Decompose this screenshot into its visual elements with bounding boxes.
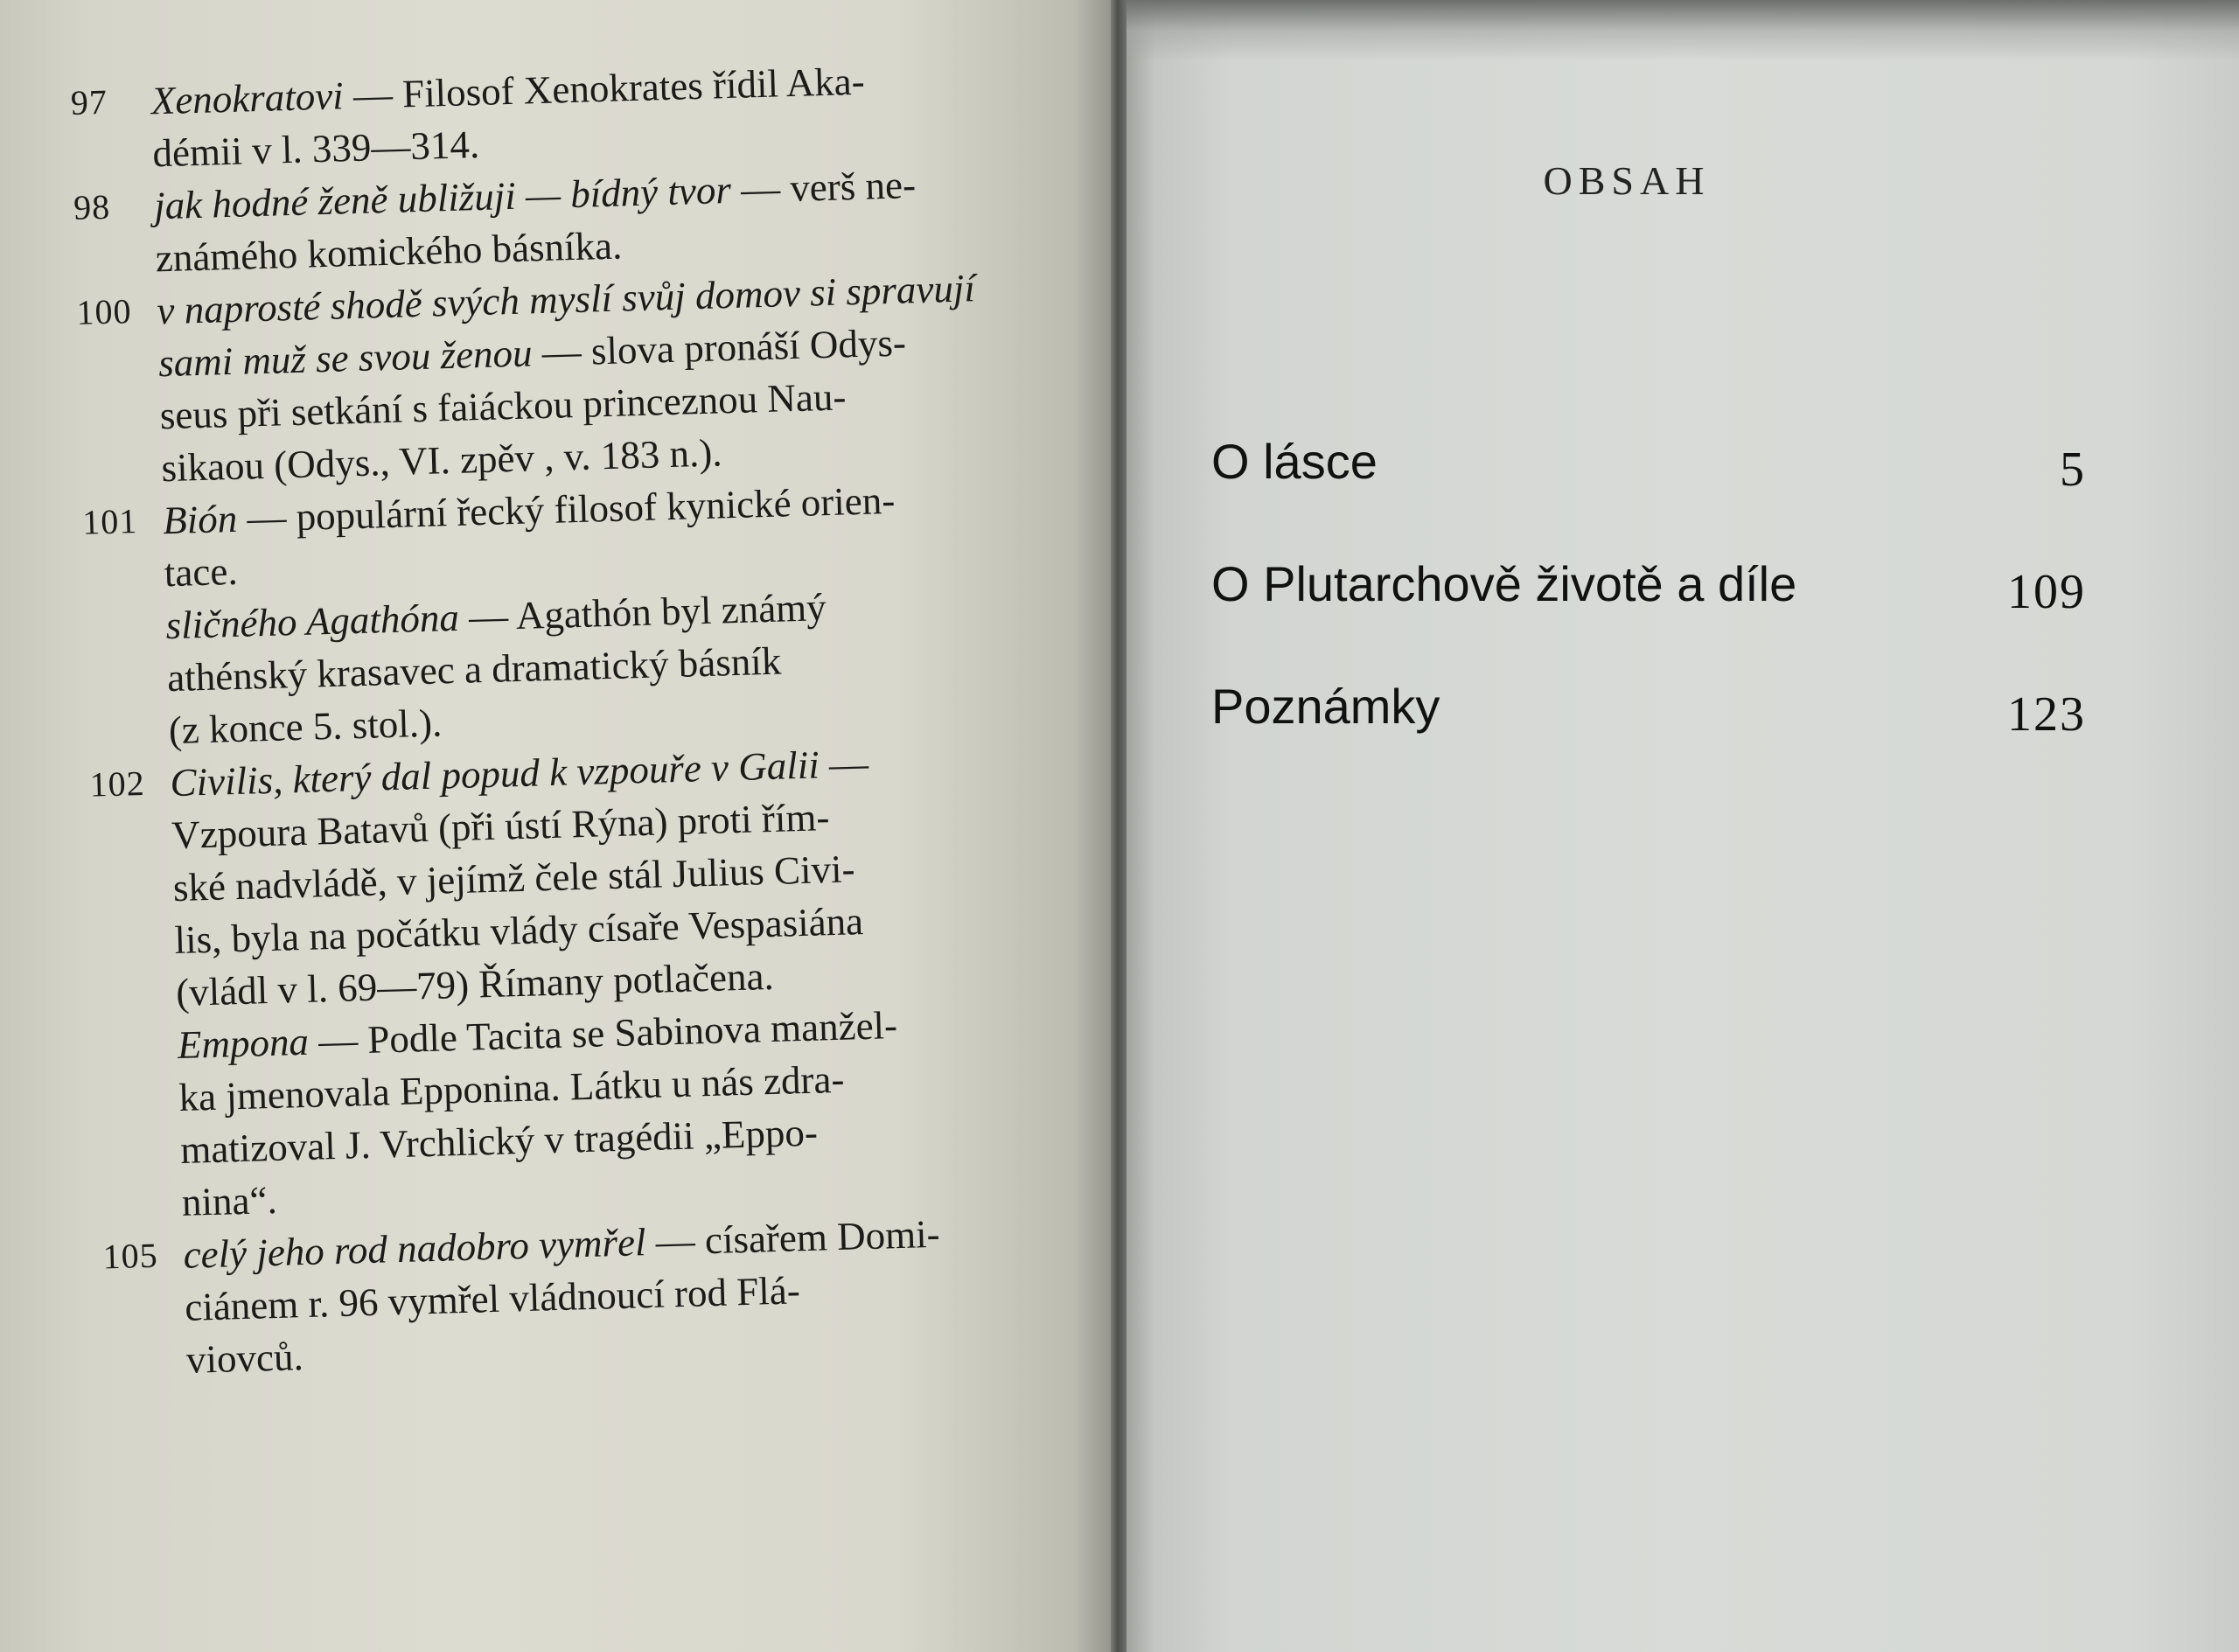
contents-entry-page: 123 bbox=[2007, 687, 2086, 742]
note-text: sikaou (Odys., VI. zpěv , v. 183 n.). bbox=[160, 430, 723, 491]
note-term: Civilis, který dal popud k vzpouře v Galii bbox=[169, 742, 820, 805]
contents-page bbox=[1121, 0, 2239, 1652]
note-number: 105 bbox=[102, 1235, 159, 1277]
contents-list bbox=[1211, 433, 2086, 800]
note-number: 102 bbox=[88, 763, 146, 805]
note-text: — bbox=[818, 741, 869, 787]
contents-entry bbox=[1211, 678, 2086, 800]
note-entry bbox=[102, 1204, 1060, 1388]
note-term: Bión bbox=[162, 496, 238, 543]
note-text: (vládl v l. 69—79) Římany potlačena. bbox=[175, 953, 775, 1015]
notes-page bbox=[0, 0, 1118, 1652]
contents-entry-page: 5 bbox=[2060, 443, 2086, 497]
note-entry bbox=[81, 470, 1042, 758]
note-entry bbox=[89, 732, 1056, 1230]
contents-entry bbox=[1211, 433, 2086, 555]
note-term: sličného Agathóna bbox=[164, 595, 460, 648]
contents-entry-label: Poznámky bbox=[1211, 679, 1440, 734]
note-text: viovců. bbox=[185, 1335, 304, 1382]
note-text: (z konce 5. stol.). bbox=[168, 701, 443, 753]
note-text: — Filosof Xenokrates řídil Aka- bbox=[342, 59, 866, 118]
note-text: tace. bbox=[164, 548, 239, 596]
note-text: démii v l. 339—314. bbox=[151, 122, 480, 176]
note-text: lis, byla na počátku vlády císaře Vespasiána bbox=[173, 899, 864, 963]
contents-entry-page: 109 bbox=[2007, 565, 2086, 619]
contents-title: OBSAH bbox=[1543, 158, 1711, 203]
note-text: — populární řecký filosof kynické orien- bbox=[236, 477, 896, 540]
note-text: — císařem Domi- bbox=[645, 1211, 941, 1265]
note-term: jak hodné ženě ubližuji — bídný tvor bbox=[153, 167, 732, 228]
note-number: 98 bbox=[73, 186, 111, 227]
note-term: v naprosté shodě svých myslí svůj domov si spravují bbox=[156, 266, 976, 333]
contents-entry bbox=[1211, 555, 2086, 678]
contents-entry-label: O lásce bbox=[1211, 434, 1378, 489]
note-text: známého komického básníka. bbox=[155, 223, 623, 281]
notes-list bbox=[70, 51, 1059, 1389]
note-text: nina“. bbox=[181, 1177, 278, 1224]
note-number: 101 bbox=[81, 501, 138, 542]
note-term: sami muž se svou ženou bbox=[157, 331, 534, 386]
note-entry bbox=[76, 260, 1035, 496]
note-text: — Podle Tacita se Sabinova manžel- bbox=[308, 1003, 898, 1063]
note-term: Xenokratovi bbox=[150, 73, 345, 123]
note-text: — slova pronáší Odys- bbox=[531, 320, 907, 375]
note-text: Vzpoura Batavů (při ústí Rýna) proti řím- bbox=[171, 795, 830, 858]
note-term: celý jeho rod nadobro vymřel bbox=[182, 1220, 647, 1277]
note-number: 97 bbox=[70, 81, 108, 122]
note-term: Empona bbox=[177, 1019, 310, 1067]
note-text: — verš ne- bbox=[730, 163, 917, 212]
book-gutter bbox=[1111, 0, 1126, 1652]
note-text: matizoval J. Vrchlický v tragédii „Eppo- bbox=[179, 1110, 819, 1172]
note-text: — Agathón byl známý bbox=[458, 585, 827, 639]
note-text: ciánem r. 96 vymřel vládnoucí rod Flá- bbox=[184, 1268, 801, 1329]
contents-entry-label: O Plutarchově životě a díle bbox=[1211, 556, 1797, 611]
note-text: ka jmenovala Epponina. Látku u nás zdra- bbox=[178, 1056, 846, 1119]
note-text: ské nadvládě, v jejímž čele stál Julius Civi- bbox=[172, 847, 856, 910]
note-text: athénský krasavec a dramatický básník bbox=[166, 638, 782, 701]
note-number: 100 bbox=[75, 291, 133, 332]
note-text: seus při setkání s faiáckou princeznou Nau- bbox=[159, 374, 847, 438]
